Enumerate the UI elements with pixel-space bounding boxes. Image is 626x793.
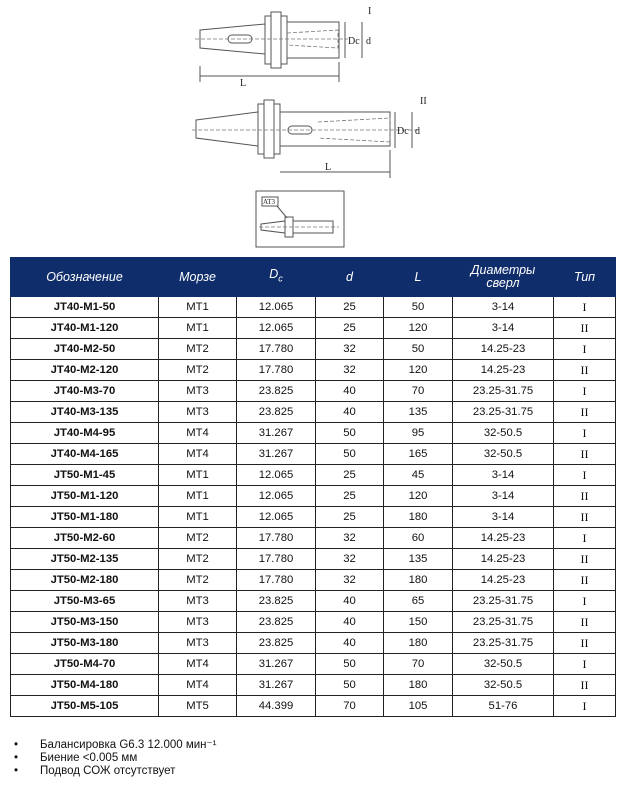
cell-drill-range: 3-14 xyxy=(453,486,554,507)
cell-l: 180 xyxy=(384,633,453,654)
cell-drill-range: 3-14 xyxy=(453,318,554,339)
cell-d: 32 xyxy=(316,528,384,549)
cell-morse: MT3 xyxy=(159,402,237,423)
cell-type: II xyxy=(554,675,616,696)
cell-dc: 44.399 xyxy=(237,696,316,717)
cell-drill-range: 3-14 xyxy=(453,507,554,528)
table-row xyxy=(11,612,616,633)
col-header-dc: $D_c$ xyxy=(237,258,316,297)
cell-dc: 23.825 xyxy=(237,591,316,612)
cell-morse: MT4 xyxy=(159,675,237,696)
cell-l: 180 xyxy=(384,507,453,528)
col-header-designation: Обозначение xyxy=(11,258,159,297)
cell-designation: JT40-M3-135 xyxy=(11,402,159,423)
cell-d: 25 xyxy=(316,507,384,528)
cell-drill-range: 3-14 xyxy=(453,465,554,486)
cell-morse: MT3 xyxy=(159,633,237,654)
cell-type: II xyxy=(554,633,616,654)
cell-drill-range: 23.25-31.75 xyxy=(453,633,554,654)
cell-dc: 17.780 xyxy=(237,570,316,591)
cell-d: 32 xyxy=(316,570,384,591)
l-dimension-label: L xyxy=(325,162,332,173)
table-row xyxy=(11,360,616,381)
cell-designation: JT50-M2-135 xyxy=(11,549,159,570)
notes-list xyxy=(14,739,216,778)
note-runout: • Биение <0.005 мм xyxy=(14,752,216,765)
cell-l: 120 xyxy=(384,486,453,507)
cell-morse: MT2 xyxy=(159,570,237,591)
cell-drill-range: 23.25-31.75 xyxy=(453,381,554,402)
l-dimension-label: L xyxy=(240,78,247,88)
cell-type: I xyxy=(554,465,616,486)
cell-d: 50 xyxy=(316,675,384,696)
table-row xyxy=(11,528,616,549)
cell-l: 95 xyxy=(384,423,453,444)
cell-type: I xyxy=(554,297,616,318)
table-row xyxy=(11,297,616,318)
cell-type: I xyxy=(554,381,616,402)
cell-d: 32 xyxy=(316,549,384,570)
cell-l: 65 xyxy=(384,591,453,612)
cell-morse: MT4 xyxy=(159,423,237,444)
cell-morse: MT2 xyxy=(159,549,237,570)
cell-dc: 23.825 xyxy=(237,381,316,402)
cell-morse: MT1 xyxy=(159,297,237,318)
cell-type: I xyxy=(554,696,616,717)
cell-l: 50 xyxy=(384,297,453,318)
table-row xyxy=(11,486,616,507)
cell-morse: MT1 xyxy=(159,465,237,486)
cell-type: II xyxy=(554,486,616,507)
table-row xyxy=(11,423,616,444)
cell-type: II xyxy=(554,360,616,381)
cell-l: 105 xyxy=(384,696,453,717)
cell-dc: 23.825 xyxy=(237,633,316,654)
dc-dimension-label: Dc xyxy=(348,36,360,47)
cell-drill-range: 14.25-23 xyxy=(453,549,554,570)
cell-designation: JT50-M3-180 xyxy=(11,633,159,654)
cell-designation: JT50-M3-65 xyxy=(11,591,159,612)
cell-morse: MT5 xyxy=(159,696,237,717)
cell-l: 50 xyxy=(384,339,453,360)
cell-drill-range: 3-14 xyxy=(453,297,554,318)
cell-drill-range: 23.25-31.75 xyxy=(453,402,554,423)
cell-type: I xyxy=(554,528,616,549)
cell-designation: JT40-M4-95 xyxy=(11,423,159,444)
table-row xyxy=(11,570,616,591)
cell-designation: JT50-M4-180 xyxy=(11,675,159,696)
cell-dc: 17.780 xyxy=(237,528,316,549)
cell-type: I xyxy=(554,591,616,612)
col-header-type: Тип xyxy=(554,258,616,297)
cell-morse: MT3 xyxy=(159,381,237,402)
cell-type: II xyxy=(554,507,616,528)
cell-dc: 17.780 xyxy=(237,360,316,381)
cell-designation: JT50-M1-120 xyxy=(11,486,159,507)
cell-d: 50 xyxy=(316,423,384,444)
type-mark-label: I xyxy=(368,6,372,17)
table-row xyxy=(11,444,616,465)
thumbnail-label: AT3 xyxy=(263,198,276,206)
col-header-d: d xyxy=(316,258,384,297)
cell-morse: MT3 xyxy=(159,612,237,633)
cell-dc: 31.267 xyxy=(237,444,316,465)
cell-type: II xyxy=(554,549,616,570)
cell-l: 180 xyxy=(384,570,453,591)
cell-l: 150 xyxy=(384,612,453,633)
cell-d: 25 xyxy=(316,465,384,486)
cell-type: II xyxy=(554,570,616,591)
cell-morse: MT1 xyxy=(159,318,237,339)
cell-dc: 17.780 xyxy=(237,339,316,360)
cell-l: 70 xyxy=(384,381,453,402)
cell-morse: MT3 xyxy=(159,591,237,612)
cell-drill-range: 32-50.5 xyxy=(453,423,554,444)
cell-designation: JT40-M3-70 xyxy=(11,381,159,402)
table-row xyxy=(11,591,616,612)
type-i-drawing xyxy=(190,2,440,88)
cell-l: 165 xyxy=(384,444,453,465)
type-mark-label: II xyxy=(420,96,427,107)
cell-d: 40 xyxy=(316,402,384,423)
table-row xyxy=(11,402,616,423)
cell-morse: MT1 xyxy=(159,507,237,528)
cell-d: 40 xyxy=(316,612,384,633)
cell-dc: 31.267 xyxy=(237,423,316,444)
cell-d: 32 xyxy=(316,339,384,360)
cell-type: II xyxy=(554,444,616,465)
cell-designation: JT40-M2-50 xyxy=(11,339,159,360)
cell-designation: JT50-M1-180 xyxy=(11,507,159,528)
cell-drill-range: 32-50.5 xyxy=(453,654,554,675)
cell-drill-range: 32-50.5 xyxy=(453,675,554,696)
spec-table xyxy=(10,257,616,717)
cell-designation: JT50-M5-105 xyxy=(11,696,159,717)
cell-d: 25 xyxy=(316,486,384,507)
cell-d: 40 xyxy=(316,381,384,402)
col-header-drill-diameters: Диаметры сверл xyxy=(453,258,554,297)
cell-drill-range: 14.25-23 xyxy=(453,339,554,360)
cell-d: 50 xyxy=(316,444,384,465)
table-row xyxy=(11,654,616,675)
cell-designation: JT40-M2-120 xyxy=(11,360,159,381)
cell-type: II xyxy=(554,612,616,633)
cell-d: 32 xyxy=(316,360,384,381)
cell-dc: 12.065 xyxy=(237,486,316,507)
cell-dc: 23.825 xyxy=(237,402,316,423)
col-header-l: L xyxy=(384,258,453,297)
cell-d: 25 xyxy=(316,318,384,339)
cell-d: 40 xyxy=(316,633,384,654)
cell-designation: JT40-M4-165 xyxy=(11,444,159,465)
cell-morse: MT4 xyxy=(159,444,237,465)
cell-designation: JT50-M2-180 xyxy=(11,570,159,591)
cell-l: 120 xyxy=(384,360,453,381)
cell-l: 45 xyxy=(384,465,453,486)
cell-drill-range: 23.25-31.75 xyxy=(453,591,554,612)
d-dimension-label: d xyxy=(366,36,371,47)
cell-designation: JT40-M1-50 xyxy=(11,297,159,318)
cell-l: 135 xyxy=(384,402,453,423)
cell-morse: MT2 xyxy=(159,528,237,549)
cell-drill-range: 51-76 xyxy=(453,696,554,717)
cell-type: I xyxy=(554,339,616,360)
cell-l: 180 xyxy=(384,675,453,696)
cell-l: 120 xyxy=(384,318,453,339)
cell-drill-range: 14.25-23 xyxy=(453,360,554,381)
thumbnail-drawing xyxy=(255,190,345,248)
cell-dc: 12.065 xyxy=(237,465,316,486)
cell-designation: JT50-M1-45 xyxy=(11,465,159,486)
cell-dc: 31.267 xyxy=(237,654,316,675)
cell-designation: JT40-M1-120 xyxy=(11,318,159,339)
table-row xyxy=(11,381,616,402)
cell-drill-range: 14.25-23 xyxy=(453,528,554,549)
cell-type: I xyxy=(554,423,616,444)
cell-type: II xyxy=(554,318,616,339)
table-header-row xyxy=(11,258,616,297)
cell-l: 135 xyxy=(384,549,453,570)
table-row xyxy=(11,675,616,696)
note-coolant: • Подвод СОЖ отсутствует xyxy=(14,765,216,778)
d-dimension-label: d xyxy=(415,126,420,137)
table-row xyxy=(11,339,616,360)
cell-d: 50 xyxy=(316,654,384,675)
cell-drill-range: 14.25-23 xyxy=(453,570,554,591)
cell-designation: JT50-M4-70 xyxy=(11,654,159,675)
table-row xyxy=(11,507,616,528)
cell-morse: MT2 xyxy=(159,360,237,381)
cell-drill-range: 32-50.5 xyxy=(453,444,554,465)
table-row xyxy=(11,696,616,717)
cell-dc: 23.825 xyxy=(237,612,316,633)
dc-dimension-label: Dc xyxy=(397,126,409,137)
cell-l: 70 xyxy=(384,654,453,675)
cell-type: II xyxy=(554,402,616,423)
cell-morse: MT2 xyxy=(159,339,237,360)
note-balancing: • Балансировка G6.3 12.000 мин⁻¹ xyxy=(14,739,216,752)
cell-dc: 17.780 xyxy=(237,549,316,570)
cell-type: I xyxy=(554,654,616,675)
cell-d: 40 xyxy=(316,591,384,612)
cell-morse: MT4 xyxy=(159,654,237,675)
cell-dc: 31.267 xyxy=(237,675,316,696)
cell-d: 70 xyxy=(316,696,384,717)
cell-l: 60 xyxy=(384,528,453,549)
col-header-morse: Морзе xyxy=(159,258,237,297)
cell-dc: 12.065 xyxy=(237,297,316,318)
table-row xyxy=(11,633,616,654)
table-row xyxy=(11,465,616,486)
cell-morse: MT1 xyxy=(159,486,237,507)
cell-d: 25 xyxy=(316,297,384,318)
cell-drill-range: 23.25-31.75 xyxy=(453,612,554,633)
cell-dc: 12.065 xyxy=(237,318,316,339)
cell-dc: 12.065 xyxy=(237,507,316,528)
cell-designation: JT50-M3-150 xyxy=(11,612,159,633)
table-row xyxy=(11,549,616,570)
table-row xyxy=(11,318,616,339)
cell-designation: JT50-M2-60 xyxy=(11,528,159,549)
type-ii-drawing xyxy=(190,92,440,182)
